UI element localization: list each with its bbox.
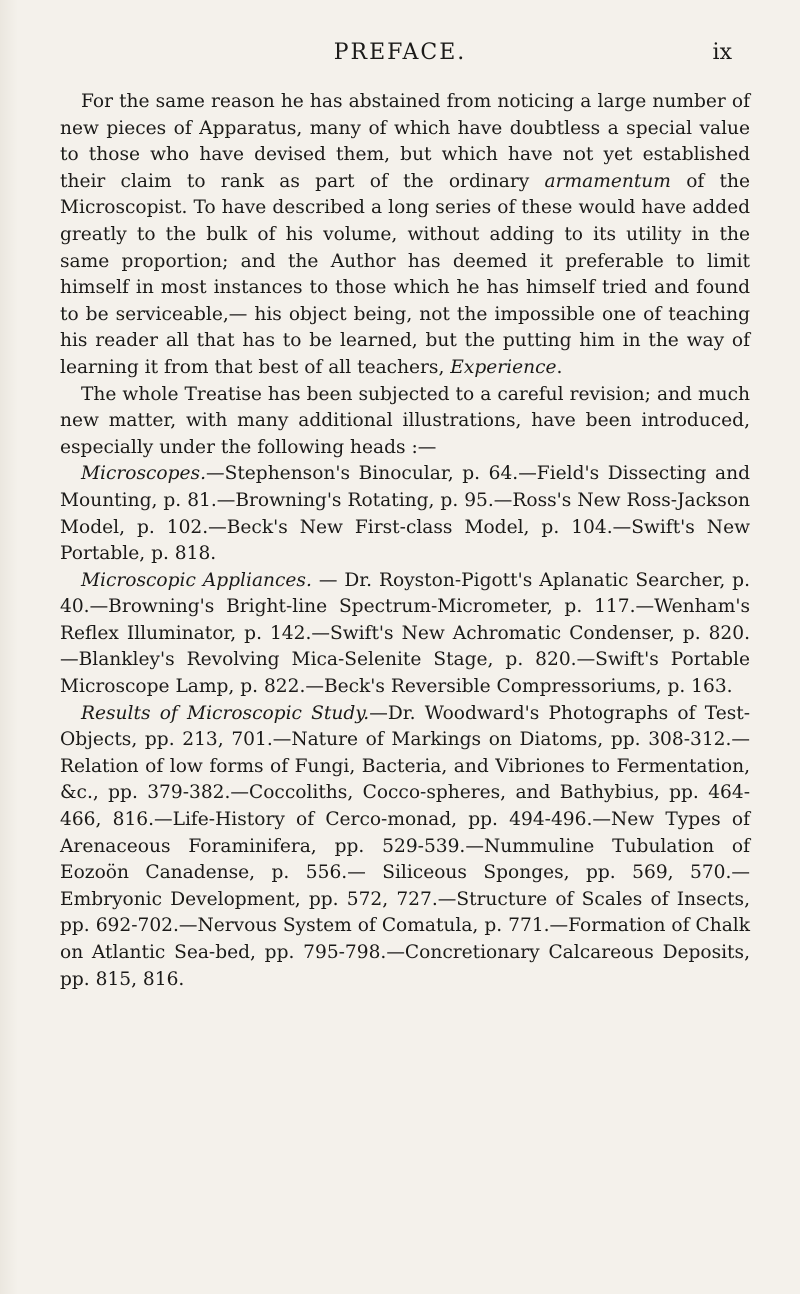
body-text — [60, 89, 750, 993]
page-header — [0, 40, 800, 70]
paragraph-omitted-apparatus: For the same reason he has abstained from noticing a large number of new pieces of Apparatus, many of which have doubtless a special value to those who have devised them, but which have not yet established their claim to rank as part of the ordinary armamentum of the Microscopist. To have described a long series of these would have added greatly to the bulk of his volume, without adding to its utility in the same proportion; and the Author has deemed it preferable to limit himself in most instances to those which he has himself tried and found to be serviceable,— his object being, not the impossible one of teaching his reader all that has to be learned, but the putting him in the way of learning it from that best of all teachers, Experience. — [60, 91, 750, 378]
paragraph-revision: The whole Treatise has been subjected to a careful revision; and much new matter, with many additional illustrations, have been introduced, especially under the following heads :— — [60, 383, 750, 458]
page-number: ix — [712, 40, 732, 65]
paragraph-appliances: Microscopic Appliances. — Dr. Royston-Pigott's Aplanatic Searcher, p. 40.—Browning's Bright-line Spectrum-Micrometer, p. 117.—Wenham's Reflex Illuminator, p. 142.—Swift's New Achromatic Condenser, p. 820.—Blankley's Revolving Mica-Selenite Stage, p. 820.—Swift's Portable Microscope Lamp, p. 822.—Beck's Reversible Compressoriums, p. 163. — [60, 569, 750, 698]
running-head: PREFACE. — [333, 40, 467, 65]
paragraph-results: Results of Microscopic Study.—Dr. Woodward's Photographs of Test-Objects, pp. 213, 701.—Nature of Markings on Diatoms, pp. 308-312.—Relation of low forms of Fungi, Bacteria, and Vibriones to Fermentation, &c., pp. 379-382.—Coccoliths, Cocco-spheres, and Bathybius, pp. 464-466, 816.—Life-History of Cerco-monad, pp. 494-496.—New Types of Arenaceous Foraminifera, pp. 529-539.—Nummuline Tubulation of Eozoön Canadense, p. 556.— Siliceous Sponges, pp. 569, 570.—Embryonic Development, pp. 572, 727.—Structure of Scales of Insects, pp. 692-702.—Nervous System of Comatula, p. 771.—Formation of Chalk on Atlantic Sea-bed, pp. 795-798.—Concretionary Calcareous Deposits, pp. 815, 816. — [60, 702, 751, 990]
paragraph-microscopes: Microscopes.—Stephenson's Binocular, p. 64.—Field's Dissecting and Mounting, p. 81.—Browning's Rotating, p. 95.—Ross's New Ross-Jackson Model, p. 102.—Beck's New First-class Model, p. 104.—Swift's New Portable, p. 818. — [60, 463, 750, 565]
